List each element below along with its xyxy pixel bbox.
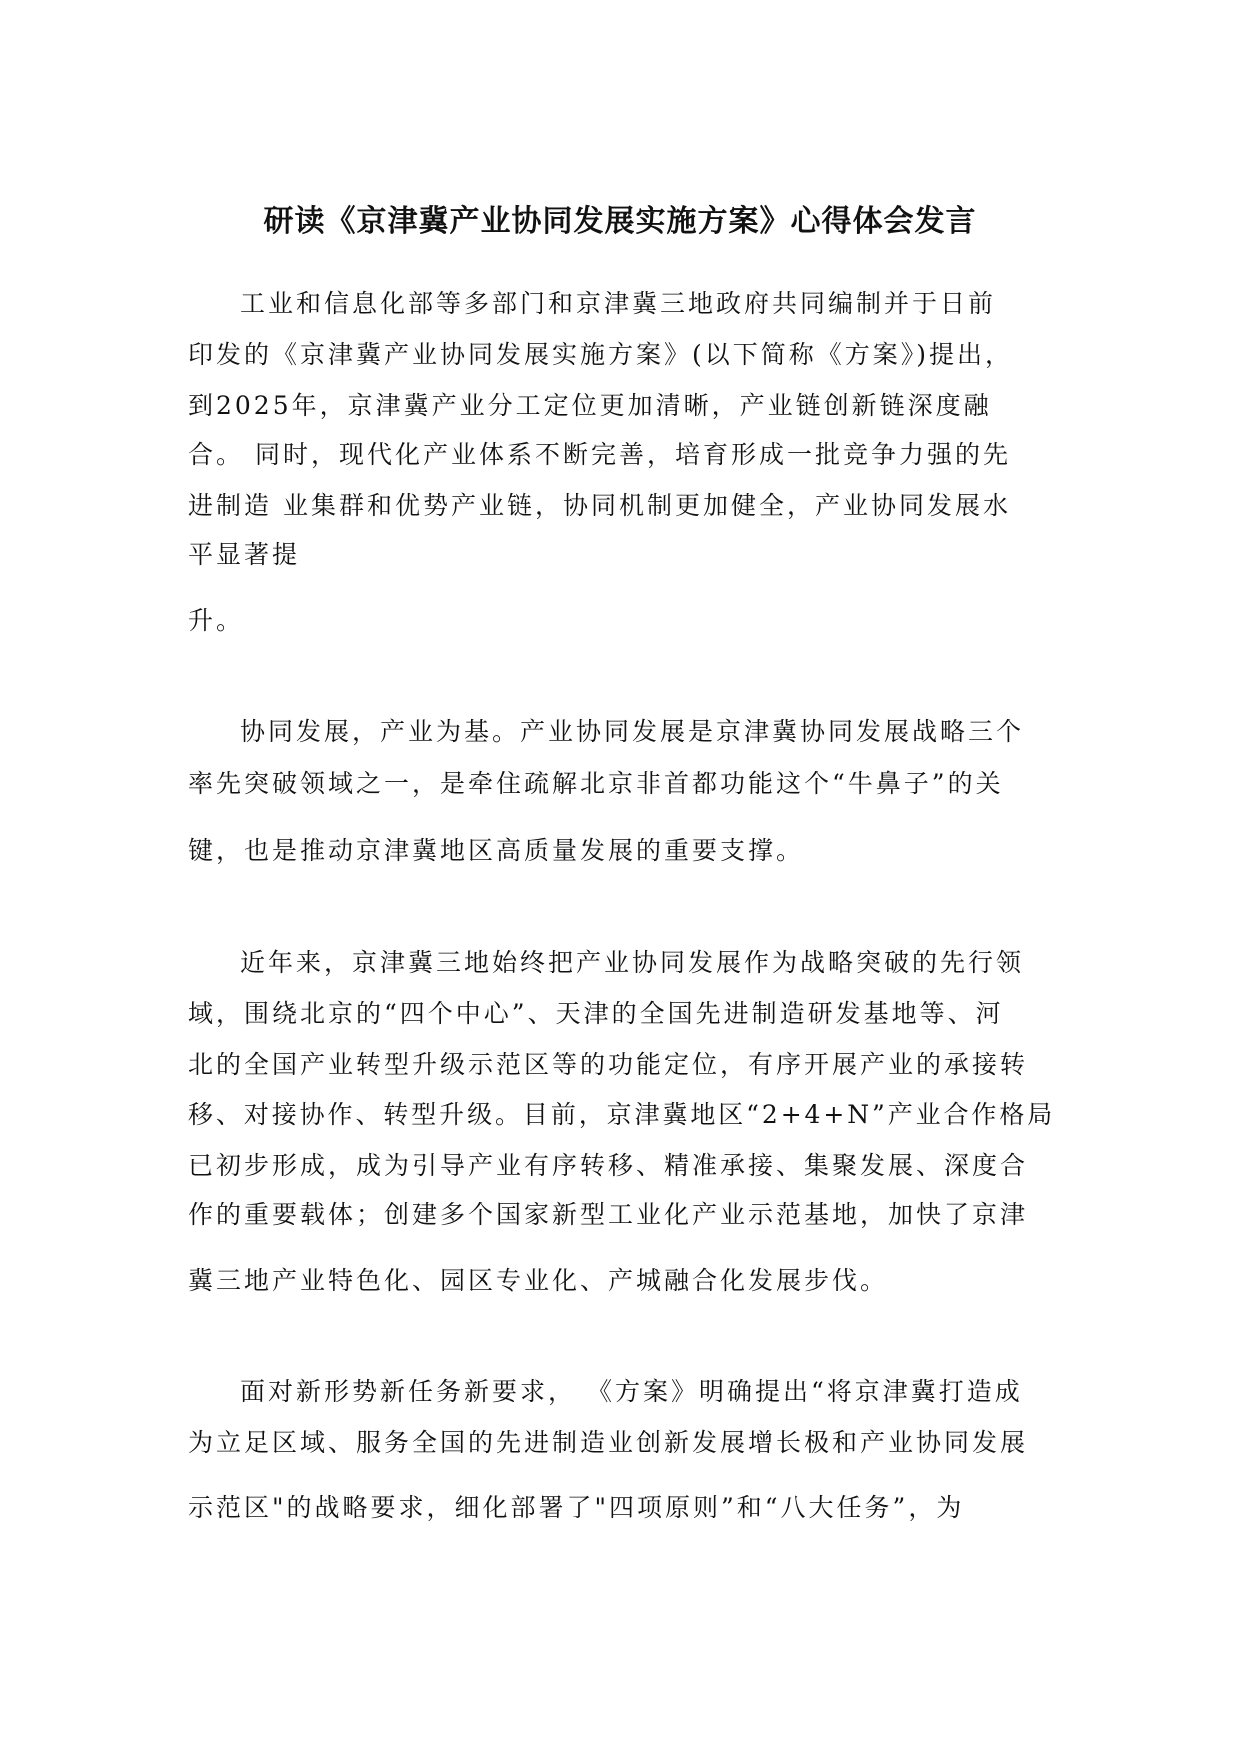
paragraph-line: 北的全国产业转型升级示范区等的功能定位，有序开展产业的承接转 (188, 1050, 1029, 1079)
paragraph-line: 键，也是推动京津冀地区高质量发展的重要支撑。 (188, 836, 805, 865)
paragraph-line: 移、对接协作、转型升级。目前，京津冀地区“2+4+N”产业合作格局 (188, 1100, 1056, 1129)
document-title: 研读《京津冀产业协同发展实施方案》心得体会发言 (263, 204, 977, 239)
paragraph-line: 进制造 业集群和优势产业链，协同机制更加健全，产业协同发展水 (188, 491, 1011, 520)
paragraph-line: 示范区"的战略要求，细化部署了"四项原则”和“八大任务”，为 (188, 1493, 965, 1522)
paragraph-line: 作的重要载体；创建多个国家新型工业化产业示范基地，加快了京津 (188, 1200, 1029, 1229)
paragraph-line: 近年来，京津冀三地始终把产业协同发展作为战略突破的先行领 (240, 948, 1025, 977)
paragraph-line: 面对新形势新任务新要求， 《方案》明确提出“将京津冀打造成 (240, 1377, 1023, 1406)
paragraph-line: 为立足区域、服务全国的先进制造业创新发展增长极和产业协同发展 (188, 1428, 1029, 1457)
paragraph-line: 到2025年，京津冀产业分工定位更加清晰，产业链创新链深度融 (188, 391, 992, 420)
paragraph-line: 冀三地产业特色化、园区专业化、产城融合化发展步伐。 (188, 1266, 889, 1295)
paragraph-line: 升。 (188, 606, 245, 635)
paragraph-line: 印发的《京津冀产业协同发展实施方案》(以下简称《方案》)提出， (188, 340, 1014, 369)
paragraph-line: 平显著提 (188, 540, 301, 569)
paragraph-line: 工业和信息化部等多部门和京津冀三地政府共同编制并于日前 (240, 289, 997, 318)
paragraph-line: 已初步形成，成为引导产业有序转移、精准承接、集聚发展、深度合 (188, 1151, 1029, 1180)
paragraph-line: 协同发展，产业为基。产业协同发展是京津冀协同发展战略三个 (240, 717, 1025, 746)
paragraph-line: 域，围绕北京的“四个中心”、天津的全国先进制造研发基地等、河 (188, 999, 1004, 1028)
paragraph-line: 率先突破领域之一，是牵住疏解北京非首都功能这个“牛鼻子”的关 (188, 769, 1004, 798)
paragraph-line: 合。 同时，现代化产业体系不断完善，培育形成一批竞争力强的先 (188, 440, 1011, 469)
